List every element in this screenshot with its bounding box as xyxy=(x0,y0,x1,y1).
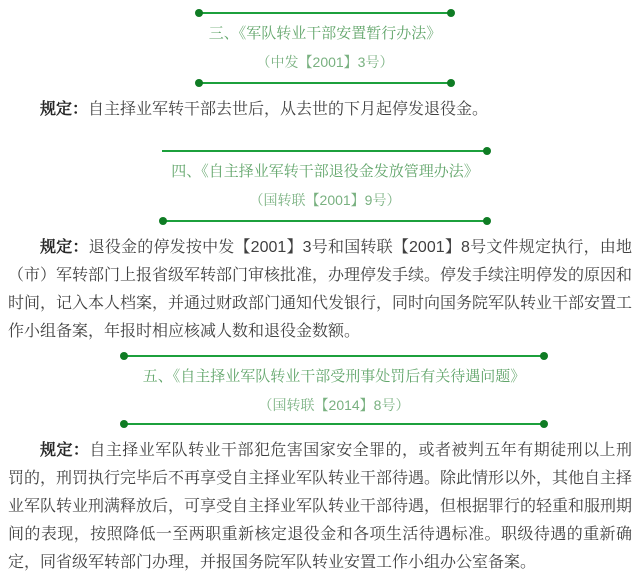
line-end-dot-icon xyxy=(447,9,455,17)
section-doc-number: （国转联【2001】9号） xyxy=(249,192,401,208)
line-end-dot-icon xyxy=(195,79,203,87)
line-end-dot-icon xyxy=(120,420,128,428)
section-title: 四、《自主择业军转干部退役金发放管理办法》 xyxy=(171,163,479,180)
regulation-label: 规定： xyxy=(40,442,90,459)
regulation-section-1 xyxy=(0,12,640,124)
section-title: 三、《军队转业干部安置暂行办法》 xyxy=(208,25,442,42)
section-3-header xyxy=(123,355,545,425)
section-body-paragraph xyxy=(8,234,632,346)
line-end-dot-icon xyxy=(195,9,203,17)
section-body-paragraph xyxy=(8,437,632,577)
line-end-dot-icon xyxy=(540,420,548,428)
section-title: 五、《自主择业军队转业干部受刑事处罚后有关待遇问题》 xyxy=(142,368,526,385)
line-end-dot-icon xyxy=(483,217,491,225)
section-body-paragraph xyxy=(8,96,632,124)
divider-line-bottom xyxy=(162,220,488,222)
regulation-text: 自主择业军转干部去世后，从去世的下月起停发退役金。 xyxy=(88,101,489,118)
divider-line-top xyxy=(162,150,488,152)
divider-line-top xyxy=(123,355,545,357)
regulation-section-3 xyxy=(0,355,640,577)
regulation-label: 规定： xyxy=(40,239,89,256)
regulation-section-2 xyxy=(0,150,640,346)
section-doc-number: （国转联【2014】8号） xyxy=(258,397,410,413)
line-end-dot-icon xyxy=(447,79,455,87)
divider-line-bottom xyxy=(123,423,545,425)
divider-line-bottom xyxy=(198,82,452,84)
divider-line-top xyxy=(198,12,452,14)
line-end-dot-icon xyxy=(540,352,548,360)
regulation-text: 自主择业军队转业干部犯危害国家安全罪的，或者被判五年有期徒刑以上刑罚的，刑罚执行完毕后不再享受自主择业军队转业干部待遇。除此情形以外，其他自主择业军队转业刑满释放后，可享受自主择业军队转业干部待遇，但根据罪行的轻重和服刑期间的表现，按照降低一至两职重新核定退役金和各项生活待遇标准。职级待遇的重新确定，同省级军转部门办理，并报国务院军队转业安置工作小组办公室备案。 xyxy=(8,442,633,571)
regulation-label: 规定： xyxy=(40,101,89,118)
section-doc-number: （中发【2001】3号） xyxy=(256,54,394,70)
line-end-dot-icon xyxy=(159,217,167,225)
section-1-header xyxy=(198,12,452,84)
section-2-header xyxy=(162,150,488,222)
regulation-text: 退役金的停发按中发【2001】3号和国转联【2001】8号文件规定执行，由地（市）军转部门上报省级军转部门审核批准，办理停发手续。停发手续注明停发的原因和时间，记入本人档案，并通过财政部门通知代发银行，同时向国务院军队转业干部安置工作小组备案，年报时相应核减人数和退役金数额。 xyxy=(8,239,633,340)
line-end-dot-icon xyxy=(483,147,491,155)
line-end-dot-icon xyxy=(120,352,128,360)
